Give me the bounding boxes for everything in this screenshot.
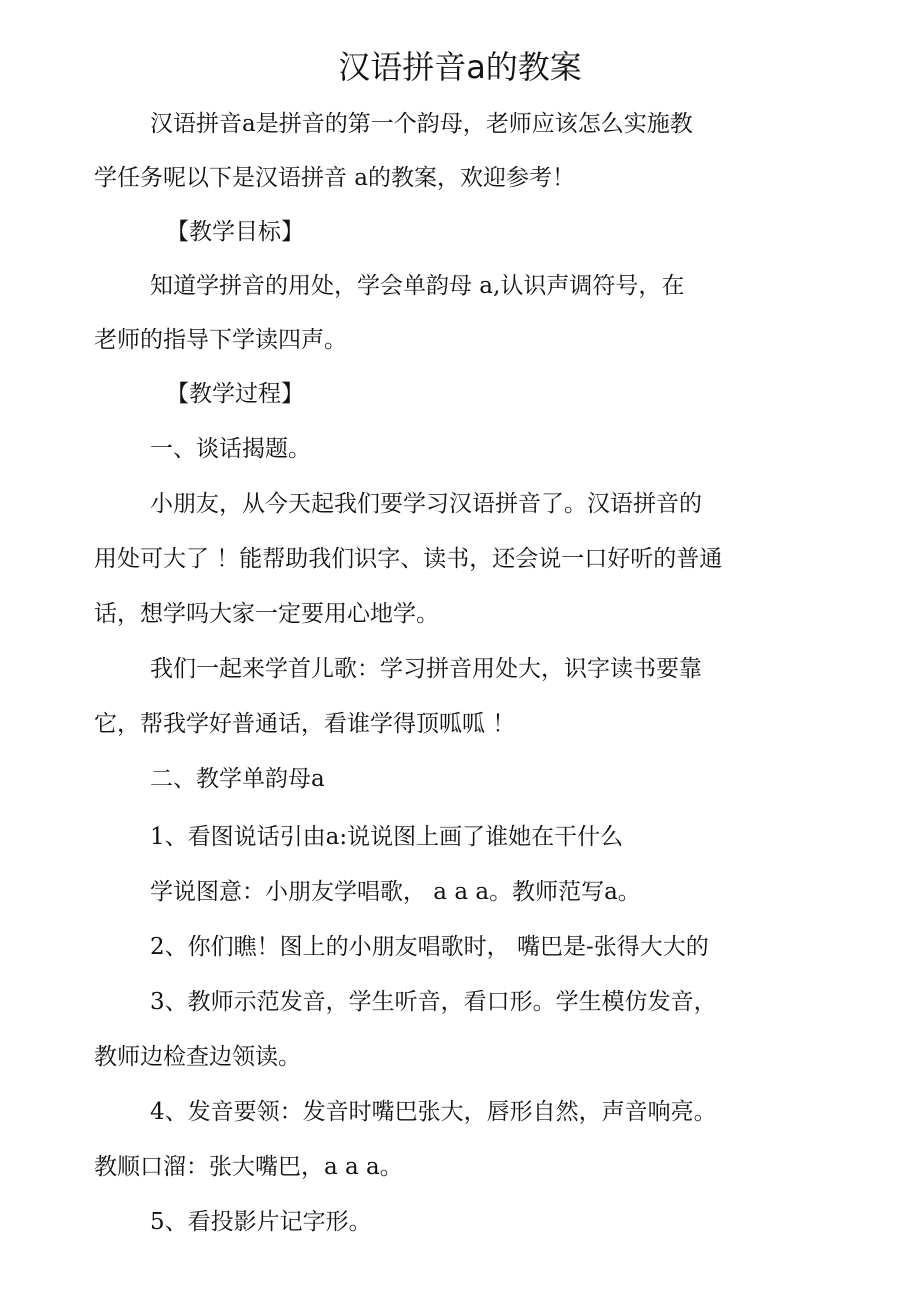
goal-line-2: 老师的指导下学读四声。 — [94, 327, 347, 353]
goal-line-1: 知道学拼音的用处，学会单韵母 a,认识声调符号，在 — [150, 273, 685, 299]
step-2: 2、你们瞧！图上的小朋友唱歌时， 嘴巴是-张得大大的 — [150, 934, 709, 960]
para-1-line-3: 话，想学吗大家一定要用心地学。 — [94, 601, 439, 627]
intro-line-1: 汉语拼音a是拼音的第一个韵母，老师应该怎么实施教 — [150, 111, 693, 137]
step-4-line-1: 4、发音要领：发音时嘴巴张大，唇形自然，声音响亮。 — [150, 1099, 717, 1125]
para-1-line-2: 用处可大了 ！能帮助我们识字、读书，还会说一口好听的普通 — [94, 546, 723, 572]
process-heading: 【教学过程】 — [166, 381, 304, 407]
section-2-heading: 二、教学单韵母a — [150, 766, 325, 792]
para-2-line-1: 我们一起来学首儿歌：学习拼音用处大，识字读书要靠 — [150, 656, 702, 682]
step-3-line-1: 3、教师示范发音，学生听音，看口形。学生模仿发音， — [150, 989, 717, 1015]
step-3-line-2: 教师边检查边领读。 — [94, 1044, 301, 1070]
step-1-note: 学说图意：小朋友学唱歌， a a a。教师范写a。 — [150, 879, 641, 905]
step-1: 1、看图说话引由a:说说图上画了谁她在干什么 — [150, 824, 624, 850]
step-4-line-2: 教顺口溜：张大嘴巴，a a a。 — [94, 1154, 403, 1180]
para-2-line-2: 它，帮我学好普通话，看谁学得顶呱呱 ！ — [94, 711, 516, 737]
document-title: 汉语拼音a的教案 — [338, 48, 582, 86]
para-1-line-1: 小朋友，从今天起我们要学习汉语拼音了。汉语拼音的 — [150, 491, 702, 517]
step-5: 5、看投影片记字形。 — [150, 1209, 372, 1235]
intro-line-2: 学任务呢以下是汉语拼音 a的教案，欢迎参考！ — [94, 165, 576, 191]
goal-heading: 【教学目标】 — [166, 219, 304, 245]
section-1-heading: 一、谈话揭题。 — [150, 436, 311, 462]
